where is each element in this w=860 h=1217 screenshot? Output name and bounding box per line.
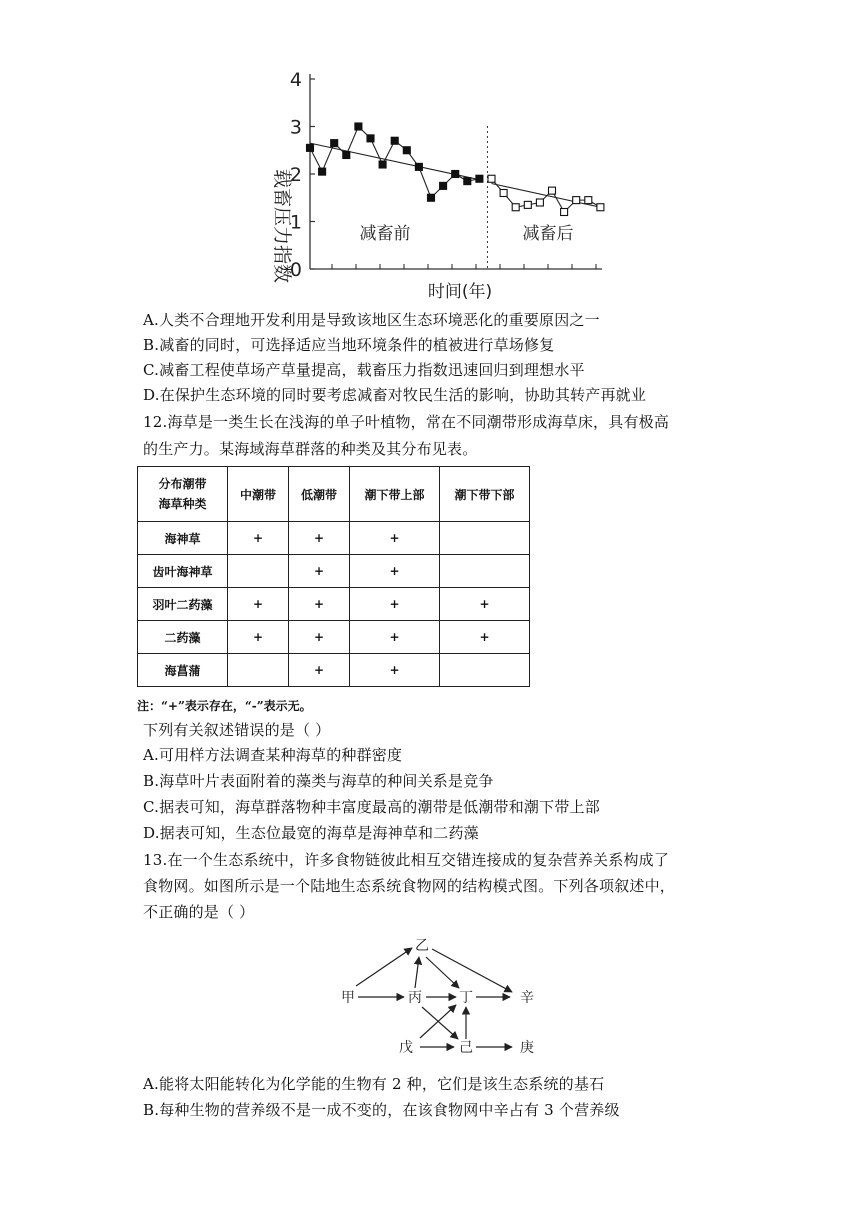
- node-jia: 甲: [341, 990, 355, 1006]
- q12-question: 下列有关叙述错误的是（ ）: [143, 721, 331, 739]
- data-point: [585, 197, 592, 204]
- q13-option-a: A.能将太阳能转化为化学能的生物有 2 种，它们是该生态系统的基石: [143, 1075, 605, 1093]
- table-corner-cell: [138, 467, 228, 522]
- y-tick-label: 0: [289, 259, 302, 281]
- q11-option-c: C.减畜工程使草场产草量提高，载畜压力指数迅速回归到理想水平: [143, 361, 585, 379]
- row-header: 二药藻: [138, 621, 228, 654]
- node-bing: 丙: [408, 990, 422, 1006]
- node-yi: 乙: [415, 938, 429, 954]
- data-point: [512, 204, 519, 211]
- data-point: [573, 197, 580, 204]
- data-point: [488, 175, 495, 182]
- data-point: [415, 163, 422, 170]
- q12-option-d: D.据表可知，生态位最宽的海草是海神草和二药藻: [143, 824, 479, 842]
- edge-bing-yi: [415, 957, 419, 988]
- y-tick-label: 4: [289, 69, 302, 91]
- data-point: [440, 182, 447, 189]
- node-ding: 丁: [459, 990, 473, 1006]
- table-cell: [440, 522, 530, 555]
- edge-yi-xin: [432, 949, 512, 992]
- data-point: [549, 187, 556, 194]
- table-cell: +: [350, 522, 440, 555]
- node-geng: 庚: [520, 1040, 534, 1056]
- trend-line: [492, 184, 601, 208]
- table-cell: +: [350, 555, 440, 588]
- row-header: 羽叶二药藻: [138, 588, 228, 621]
- q12-stem-1: 12.海草是一类生长在浅海的单子叶植物，常在不同潮带形成海草床，具有极高: [143, 413, 670, 431]
- q12-option-b: B.海草叶片表面附着的藻类与海草的种间关系是竞争: [143, 772, 494, 790]
- corner-bottom-label: 海草种类: [158, 497, 207, 511]
- row-header: 海菖蒲: [138, 654, 228, 687]
- column-header: 低潮带: [289, 467, 350, 522]
- data-point: [561, 209, 568, 216]
- table-row: [138, 555, 530, 588]
- data-point: [403, 147, 410, 154]
- table-row: [138, 588, 530, 621]
- table-row: [138, 522, 530, 555]
- q12-stem-2: 的生产力。某海域海草群落的种类及其分布见表。: [143, 440, 478, 458]
- q13-option-b: B.每种生物的营养级不是一成不变的，在该食物网中辛占有 3 个营养级: [143, 1101, 620, 1119]
- node-ji: 己: [459, 1040, 473, 1056]
- seagrass-distribution-table: [137, 466, 530, 687]
- table-cell: +: [289, 555, 350, 588]
- node-wu: 戊: [399, 1040, 413, 1056]
- q13-stem-2: 食物网。如图所示是一个陆地生态系统食物网的结构模式图。下列各项叙述中，: [143, 877, 676, 895]
- food-web-diagram: [330, 935, 550, 1065]
- data-point: [500, 190, 507, 197]
- data-point: [428, 194, 435, 201]
- chart-ylabel: 载畜压力指数: [271, 168, 293, 284]
- table-cell: [440, 555, 530, 588]
- table-row: [138, 654, 530, 687]
- table-cell: +: [289, 621, 350, 654]
- pressure-index-chart: [270, 66, 620, 306]
- q13-stem-1: 13.在一个生态系统中，许多食物链彼此相互交错连接成的复杂营养关系构成了: [143, 851, 670, 869]
- data-point: [355, 123, 362, 130]
- data-point: [379, 161, 386, 168]
- region-label-before: 减畜前: [359, 224, 411, 244]
- q11-option-d: D.在保护生态环境的同时要考虑减畜对牧民生活的影响，协助其转产再就业: [143, 386, 647, 404]
- data-point: [367, 135, 374, 142]
- table-cell: +: [350, 654, 440, 687]
- q13-stem-3: 不正确的是（ ）: [143, 903, 255, 921]
- table-cell: [440, 654, 530, 687]
- data-point: [536, 199, 543, 206]
- q12-option-c: C.据表可知，海草群落物种丰富度最高的潮带是低潮带和潮下带上部: [143, 798, 600, 816]
- y-tick-label: 3: [289, 116, 302, 139]
- table-cell: +: [228, 522, 289, 555]
- table-note: 注：“+”表示存在，“-”表示无。: [137, 699, 312, 713]
- q12-option-a: A.可用样方法调查某种海草的种群密度: [143, 746, 403, 764]
- region-label-after: 减畜后: [522, 224, 574, 244]
- data-point: [476, 175, 483, 182]
- node-xin: 辛: [520, 990, 534, 1006]
- column-header: 潮下带上部: [350, 467, 440, 522]
- q11-option-b: B.减畜的同时，可选择适应当地环境条件的植被进行草场修复: [143, 336, 555, 354]
- y-tick-label: 2: [289, 164, 302, 186]
- data-point: [331, 140, 338, 147]
- row-header: 齿叶海神草: [138, 555, 228, 588]
- q11-option-a: A.人类不合理地开发利用是导致该地区生态环境恶化的重要原因之一: [143, 311, 600, 329]
- data-point: [597, 204, 604, 211]
- data-point: [391, 137, 398, 144]
- table-cell: +: [228, 621, 289, 654]
- data-point: [452, 171, 459, 178]
- corner-top-label: 分布潮带: [158, 477, 207, 491]
- data-point: [524, 201, 531, 208]
- edge-jia-yi: [356, 948, 412, 986]
- data-point: [319, 168, 326, 175]
- y-tick-label: 1: [289, 211, 302, 234]
- table-cell: +: [440, 621, 530, 654]
- table-cell: +: [350, 588, 440, 621]
- table-cell: +: [350, 621, 440, 654]
- edge-yi-ding: [426, 957, 459, 988]
- column-header: 潮下带下部: [440, 467, 530, 522]
- table-cell: +: [289, 522, 350, 555]
- column-header: 中潮带: [228, 467, 289, 522]
- chart-xlabel: 时间(年): [427, 282, 493, 302]
- data-point: [343, 152, 350, 159]
- data-point: [464, 178, 471, 185]
- table-row: [138, 621, 530, 654]
- table-header-row: [138, 467, 530, 522]
- row-header: 海神草: [138, 522, 228, 555]
- table-cell: +: [440, 588, 530, 621]
- table-cell: +: [289, 654, 350, 687]
- edge-bing-ji: [422, 1007, 458, 1039]
- table-cell: +: [228, 588, 289, 621]
- table-cell: +: [289, 588, 350, 621]
- data-point: [307, 144, 314, 151]
- table-cell: [228, 555, 289, 588]
- table-cell: [228, 654, 289, 687]
